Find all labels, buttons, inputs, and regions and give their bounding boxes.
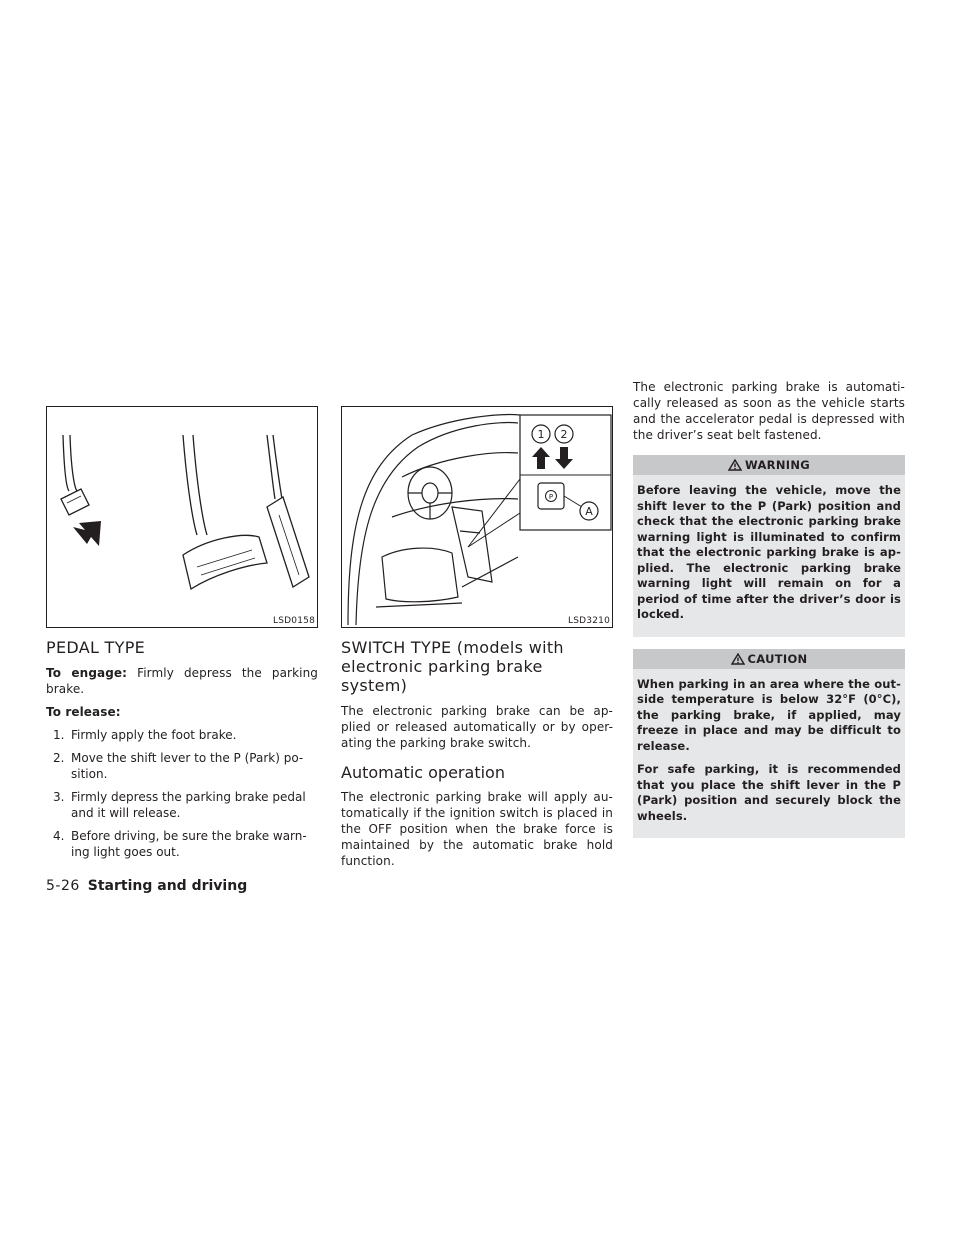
cabin-illustration — [342, 407, 612, 627]
caution-paragraph: For safe parking, it is recommended that you place the shift lever in the P (Park) position and securely block the wheels. — [637, 762, 901, 823]
list-item: 2. Move the shift lever to the P (Park) po-sition. — [53, 751, 304, 781]
caution-box — [633, 649, 905, 839]
release-label: To release: — [46, 705, 121, 719]
figure-id: LSD3210 — [568, 616, 610, 626]
engage-text: Firmly depress the parking brake. — [46, 666, 318, 696]
auto-release-text: The electronic parking brake is automati-cally released as soon as the vehicle starts and the accelerator pedal is depressed with the driver’s seat belt fastened. — [633, 380, 905, 442]
list-item: 4. Before driving, be sure the brake warn-ing light goes out. — [53, 829, 307, 859]
warning-text: Before leaving the vehicle, move the shift lever to the P (Park) position and check that the electronic parking brake warning light is illuminated to confirm that the electronic parking brake is ap-plied. The electronic parking brake warning light will remain on for a period of time after the driver’s door is locked. — [637, 483, 901, 621]
warning-header — [633, 455, 905, 475]
column-pedal-type — [46, 406, 318, 867]
warning-title: WARNING — [745, 458, 810, 472]
automatic-operation-text: The electronic parking brake will apply au-tomatically if the ignition switch is placed in the OFF position when the brake force is maintained by the automatic brake hold function. — [341, 790, 613, 868]
engage-paragraph — [46, 665, 318, 697]
caution-title: CAUTION — [747, 651, 808, 666]
switch-figure — [341, 406, 613, 628]
figure-id: LSD0158 — [273, 616, 315, 626]
automatic-operation-heading: Automatic operation — [341, 763, 505, 782]
caution-triangle-icon — [731, 653, 745, 665]
release-steps — [46, 727, 318, 860]
callout-1: 1 — [537, 428, 545, 441]
chapter-title: Starting and driving — [87, 878, 248, 894]
page-number: 5-26 — [46, 878, 80, 894]
pedal-figure — [46, 406, 318, 628]
park-symbol: P — [548, 493, 554, 501]
switch-type-heading: SWITCH TYPE (models with electronic parking brake system) — [341, 638, 564, 695]
warning-body — [633, 475, 905, 637]
list-item: 3. Firmly depress the parking brake pedal and it will release. — [53, 790, 306, 820]
pedal-type-heading: PEDAL TYPE — [46, 638, 146, 657]
callout-A: A — [585, 505, 593, 518]
column-notices — [633, 379, 905, 838]
engage-label: To engage: — [46, 666, 128, 680]
list-item: 1. Firmly apply the foot brake. — [53, 728, 237, 742]
pedal-illustration — [47, 407, 317, 627]
warning-box — [633, 455, 905, 637]
caution-paragraph: When parking in an area where the out-side temperature is below 32°F (0°C), the parking brake, if applied, may freeze in place and may be difficult to release. — [637, 676, 901, 753]
page-footer — [46, 878, 247, 894]
switch-intro: The electronic parking brake can be ap-plied or released automatically or by oper-ating the parking brake switch. — [341, 704, 613, 750]
callout-2: 2 — [560, 428, 568, 441]
caution-header — [633, 649, 905, 669]
caution-body — [633, 669, 905, 839]
warning-triangle-icon — [728, 459, 742, 471]
column-switch-type — [341, 406, 613, 876]
